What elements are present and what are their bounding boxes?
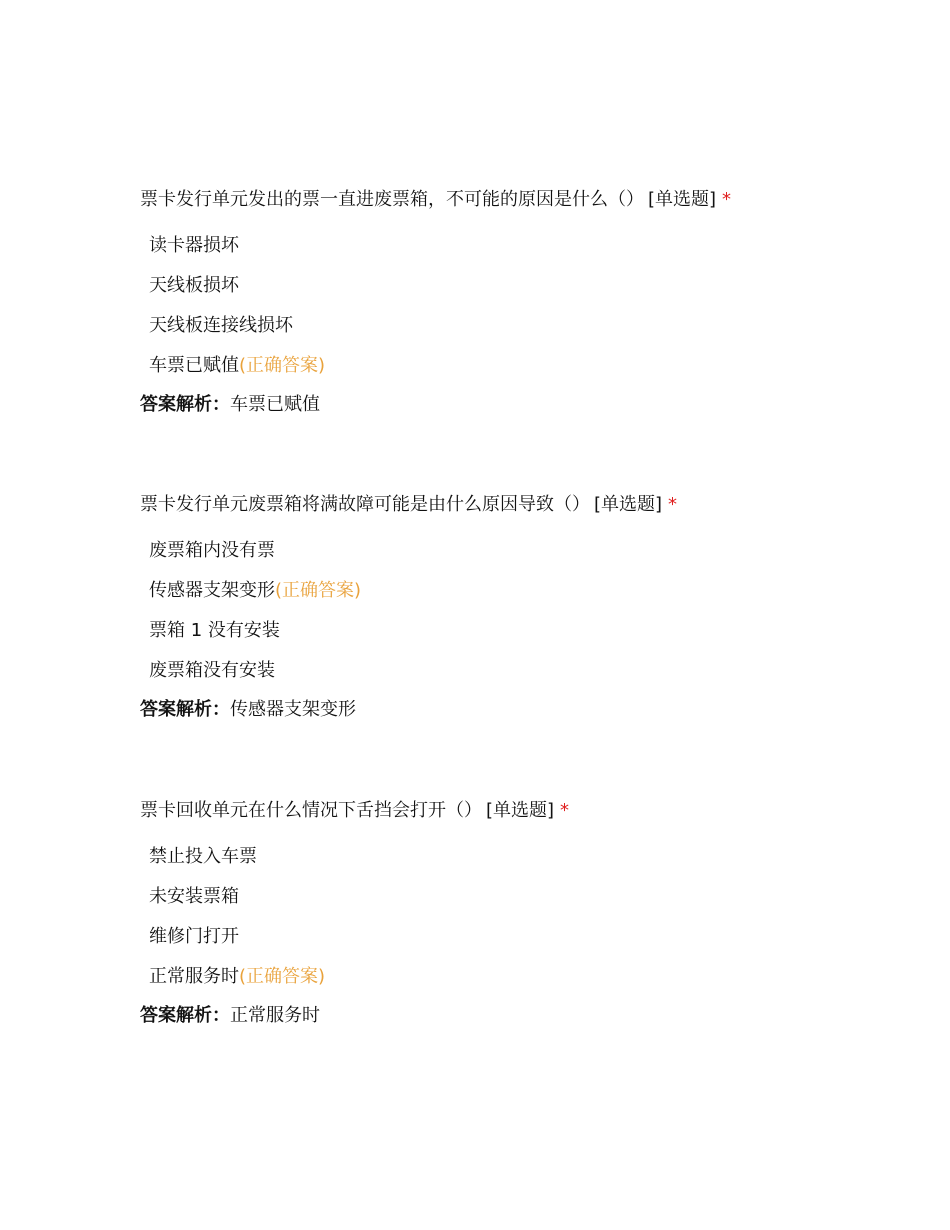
correct-answer-mark: (正确答案) xyxy=(239,355,326,376)
option-label: 废票箱没有安装 xyxy=(149,660,275,681)
option-item xyxy=(149,965,900,989)
option-item xyxy=(149,234,900,258)
answer-analysis xyxy=(140,393,900,417)
option-label: 禁止投入车票 xyxy=(149,846,257,867)
question-text: 票卡回收单元在什么情况下舌挡会打开（） xyxy=(140,800,482,821)
option-item xyxy=(149,925,900,949)
question-type: [单选题] xyxy=(486,800,555,821)
option-list xyxy=(140,539,900,683)
question-text: 票卡发行单元发出的票一直进废票箱，不可能的原因是什么（） xyxy=(140,189,644,210)
option-label: 传感器支架变形 xyxy=(149,580,275,601)
question-text: 票卡发行单元废票箱将满故障可能是由什么原因导致（） xyxy=(140,494,590,515)
correct-answer-mark: (正确答案) xyxy=(239,966,326,987)
option-label: 废票箱内没有票 xyxy=(149,540,275,561)
option-item xyxy=(149,539,900,563)
correct-answer-mark: (正确答案) xyxy=(275,580,362,601)
analysis-text: 传感器支架变形 xyxy=(230,699,356,720)
question-1 xyxy=(140,188,900,417)
question-title xyxy=(140,188,900,212)
option-item xyxy=(149,354,900,378)
question-title xyxy=(140,493,900,517)
answer-analysis xyxy=(140,1004,900,1028)
option-label: 天线板连接线损坏 xyxy=(149,315,293,336)
option-label: 维修门打开 xyxy=(149,926,239,947)
required-mark: * xyxy=(722,189,732,210)
analysis-label: 答案解析： xyxy=(140,394,230,415)
analysis-label: 答案解析： xyxy=(140,699,230,720)
question-3 xyxy=(140,799,900,1028)
question-type: [单选题] xyxy=(594,494,663,515)
option-item xyxy=(149,274,900,298)
option-item xyxy=(149,659,900,683)
option-label: 读卡器损坏 xyxy=(149,235,239,256)
option-label: 未安装票箱 xyxy=(149,886,239,907)
analysis-text: 正常服务时 xyxy=(230,1005,320,1026)
required-mark: * xyxy=(560,800,570,821)
analysis-text: 车票已赋值 xyxy=(230,394,320,415)
option-label: 天线板损坏 xyxy=(149,275,239,296)
option-item xyxy=(149,619,900,643)
analysis-label: 答案解析： xyxy=(140,1005,230,1026)
option-label: 正常服务时 xyxy=(149,966,239,987)
option-item xyxy=(149,579,900,603)
question-title xyxy=(140,799,900,823)
answer-analysis xyxy=(140,698,900,722)
option-item xyxy=(149,314,900,338)
option-item xyxy=(149,885,900,909)
option-list xyxy=(140,234,900,378)
option-item xyxy=(149,845,900,869)
option-label: 票箱 1 没有安装 xyxy=(149,620,280,641)
question-type: [单选题] xyxy=(648,189,717,210)
question-2 xyxy=(140,493,900,722)
option-list xyxy=(140,845,900,989)
required-mark: * xyxy=(668,494,678,515)
option-label: 车票已赋值 xyxy=(149,355,239,376)
